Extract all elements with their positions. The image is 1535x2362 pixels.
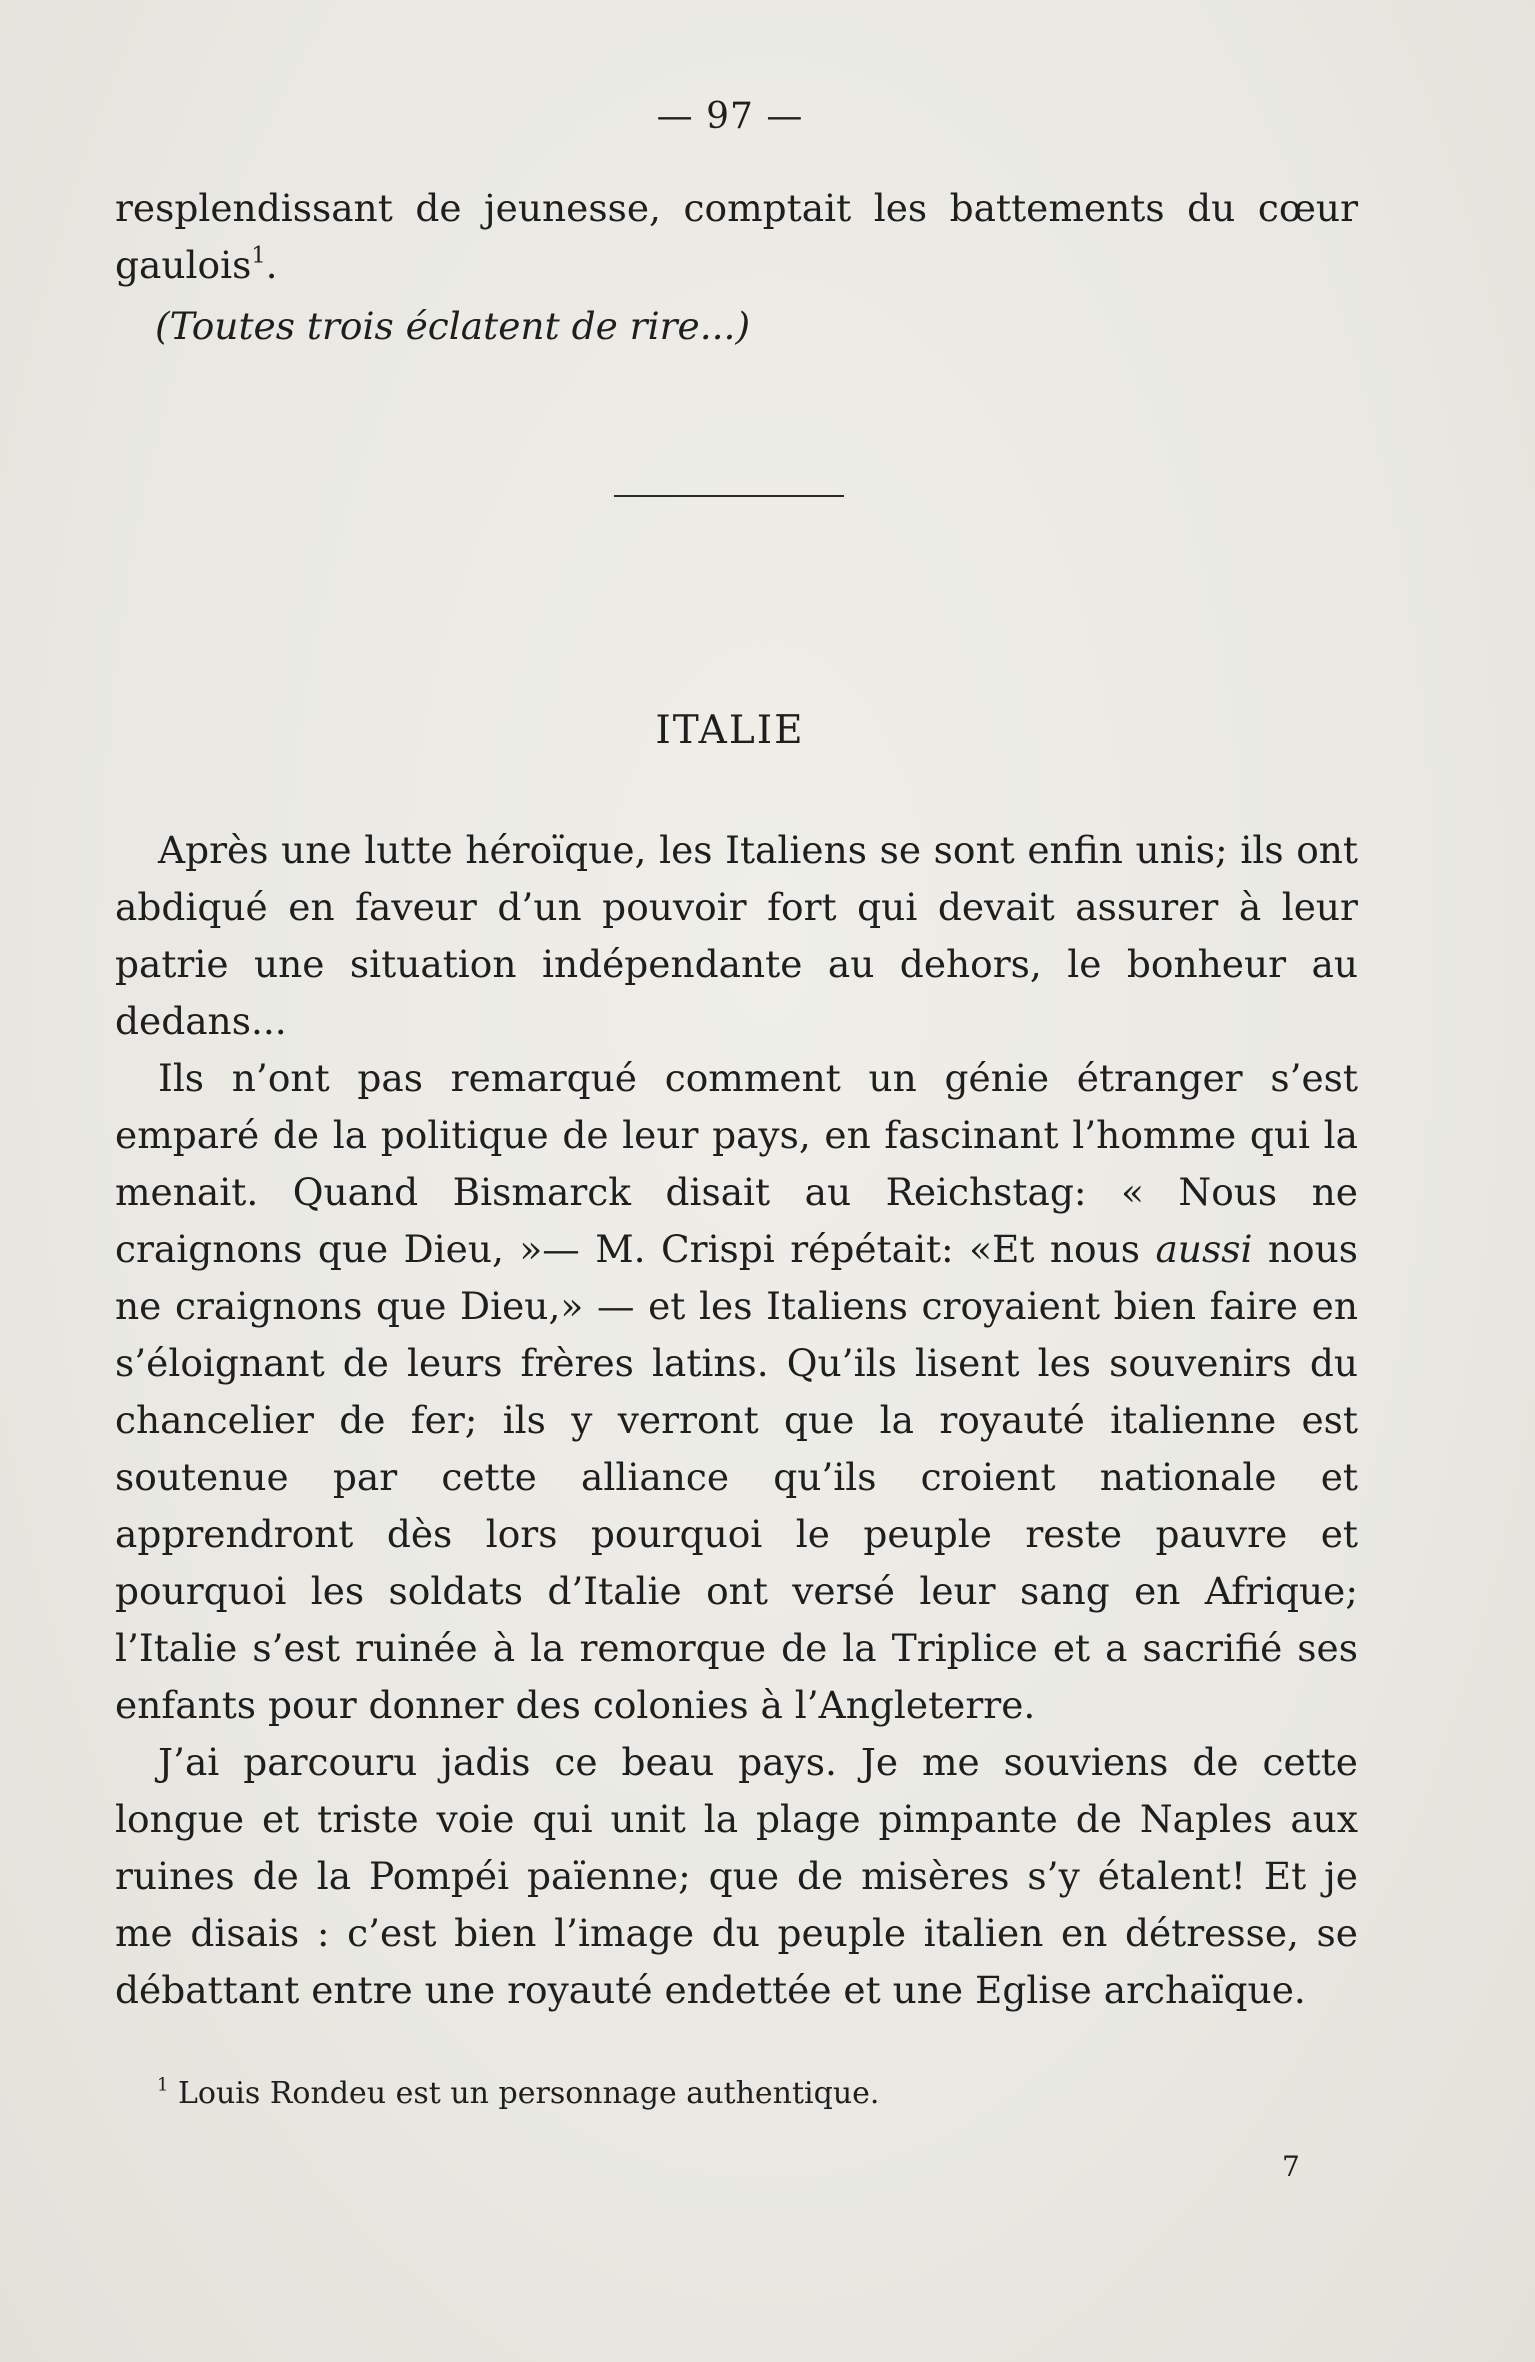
stage-direction: (Toutes trois éclatent de rire...) xyxy=(155,304,751,348)
signature-mark: 7 xyxy=(1282,2150,1300,2183)
section-divider xyxy=(614,495,844,497)
footnote xyxy=(157,2074,879,2114)
paragraph-1: Après une lutte héroïque, les Italiens se sont enfin unis; ils ont abdiqué en faveur d’un pouvoir fort qui devait assurer à leur patrie une situation indépendante au dehors, le bonheur au dedans... xyxy=(115,828,1358,1043)
footnote-text: Louis Rondeu est un personnage authentique. xyxy=(168,2076,880,2111)
paragraph-3: J’ai parcouru jadis ce beau pays. Je me souviens de cette longue et triste voie qui unit la plage pimpante de Naples aux ruines de la Pompéi païenne; que de misères s’y étalent! Et je me disais : c’est bien l’image du peuple italien en détresse, se débattant entre une royauté endettée et une Eglise archaïque. xyxy=(115,1740,1358,2012)
footnote-marker: 1 xyxy=(157,2074,169,2096)
section-title: ITALIE xyxy=(655,708,805,753)
continuation-text xyxy=(115,180,1358,294)
paragraph-2-italic: aussi xyxy=(1155,1227,1253,1271)
footnote-reference: 1 xyxy=(251,242,266,269)
paragraph-2-part-2: nous ne craignons que Dieu,» — et les Italiens croyaient bien faire en s’éloignant de leurs frères latins. Qu’ils lisent les souvenirs du chancelier de fer; ils y verront que la royauté italienne est soutenue par cette alliance qu’ils croient nationale et apprendront dès lors pourquoi le peuple reste pauvre et pourquoi les soldats d’Italie ont versé leur sang en Afrique; l’Italie s’est ruinée à la remorque de la Triplice et a sacrifié ses enfants pour donner des colonies à l’Angleterre. xyxy=(115,1227,1358,1727)
section-body xyxy=(115,822,1358,2019)
paragraph-2 xyxy=(115,1050,1358,1734)
paragraph-2-part-1: Ils n’ont pas remarqué comment un génie étranger s’est emparé de la politique de leur pays, en fascinant l’homme qui la menait. Quand Bismarck disait au Reichstag: « Nous ne craignons que Dieu, »— M. Crispi répétait: «Et nous xyxy=(115,1056,1358,1271)
continuation-period: . xyxy=(265,243,278,287)
continuation-paragraph xyxy=(115,180,1358,294)
continuation-body: resplendissant de jeunesse, comptait les battements du cœur gaulois xyxy=(115,186,1358,287)
page-number: — 97 — xyxy=(656,96,804,137)
